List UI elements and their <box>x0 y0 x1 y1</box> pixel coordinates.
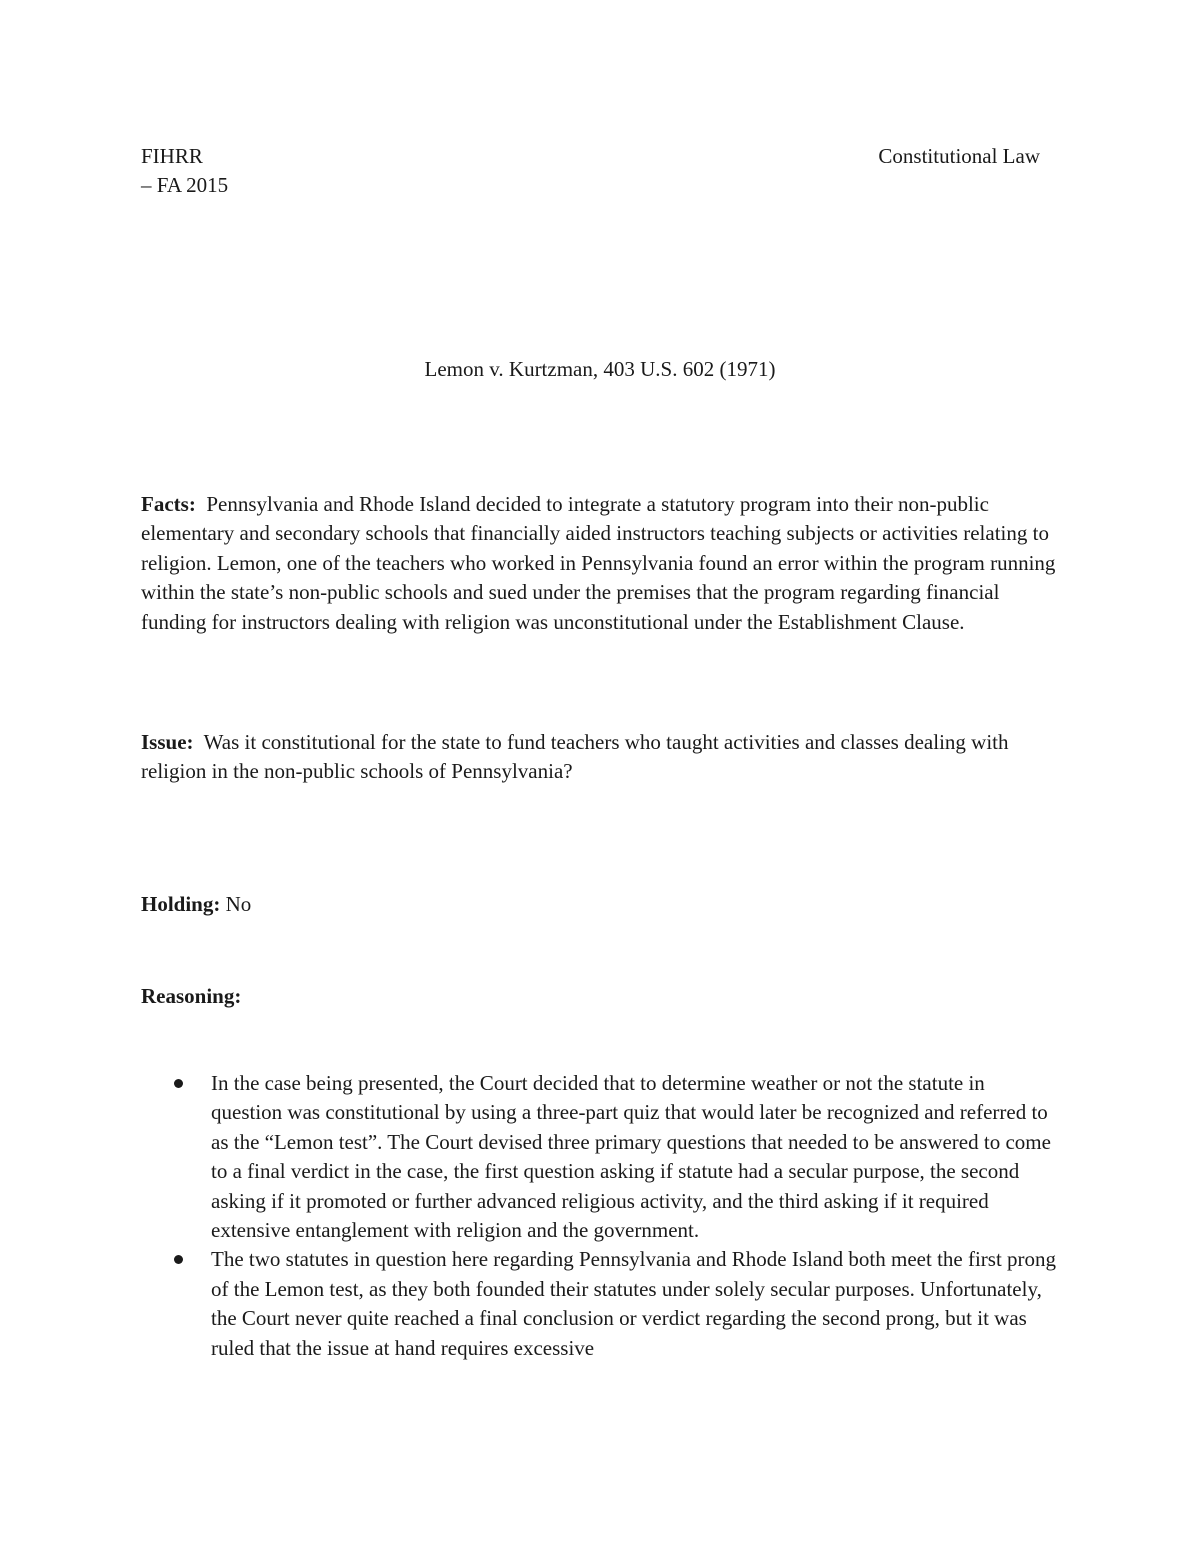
bullet-icon <box>174 1255 183 1264</box>
course-code-line2: – FA 2015 <box>141 173 229 197</box>
case-title: Lemon v. Kurtzman, 403 U.S. 602 (1971) <box>424 357 776 381</box>
holding-label: Holding: <box>141 892 221 916</box>
bullet-text: The two statutes in question here regarding Pennsylvania and Rhode Island both meet the first prong of the Lemon test, as they both founded their statutes under solely secular purposes. Unfortunately, the Court never quite reached a final conclusion or verdict regarding the second prong, but it was ruled that the issue at hand requires excessive <box>211 1247 1057 1360</box>
facts-label: Facts: <box>141 492 196 516</box>
bullet-text: In the case being presented, the Court decided that to determine weather or not the statute in question was constitutional by using a three-part quiz that would later be recognized and referred to as the “Lemon test”. The Court devised three primary questions that needed to be answered to come to a final verdict in the case, the first question asking if statute had a secular purpose, the second asking if it promoted or further advanced religious activity, and the third asking if it required extensive entanglement with religion and the government. <box>211 1071 1051 1243</box>
facts-section <box>141 490 1061 637</box>
issue-text: Was it constitutional for the state to fund teachers who taught activities and classes dealing with religion in the non-public schools of Pennsylvania? <box>141 730 1009 784</box>
bullet-icon <box>174 1079 183 1088</box>
course-code-line1: FIHRR <box>141 144 203 168</box>
holding-section <box>141 890 1061 919</box>
course-name-header: Constitutional Law <box>878 144 1040 168</box>
issue-section <box>141 728 1061 787</box>
reasoning-list <box>141 1069 1061 1363</box>
list-item <box>141 1069 1061 1245</box>
facts-text: Pennsylvania and Rhode Island decided to integrate a statutory program into their non-public elementary and secondary schools that financially aided instructors teaching subjects or activities relating to religion. Lemon, one of the teachers who worked in Pennsylvania found an error within the program running within the state’s non-public schools and sued under the premises that the program regarding financial funding for instructors dealing with religion was unconstitutional under the Establishment Clause. <box>141 492 1056 634</box>
list-item <box>141 1245 1061 1363</box>
issue-label: Issue: <box>141 730 194 754</box>
reasoning-label: Reasoning: <box>141 984 242 1008</box>
reasoning-heading <box>141 982 1061 1011</box>
holding-text: No <box>225 892 252 916</box>
course-code-header <box>141 142 281 200</box>
